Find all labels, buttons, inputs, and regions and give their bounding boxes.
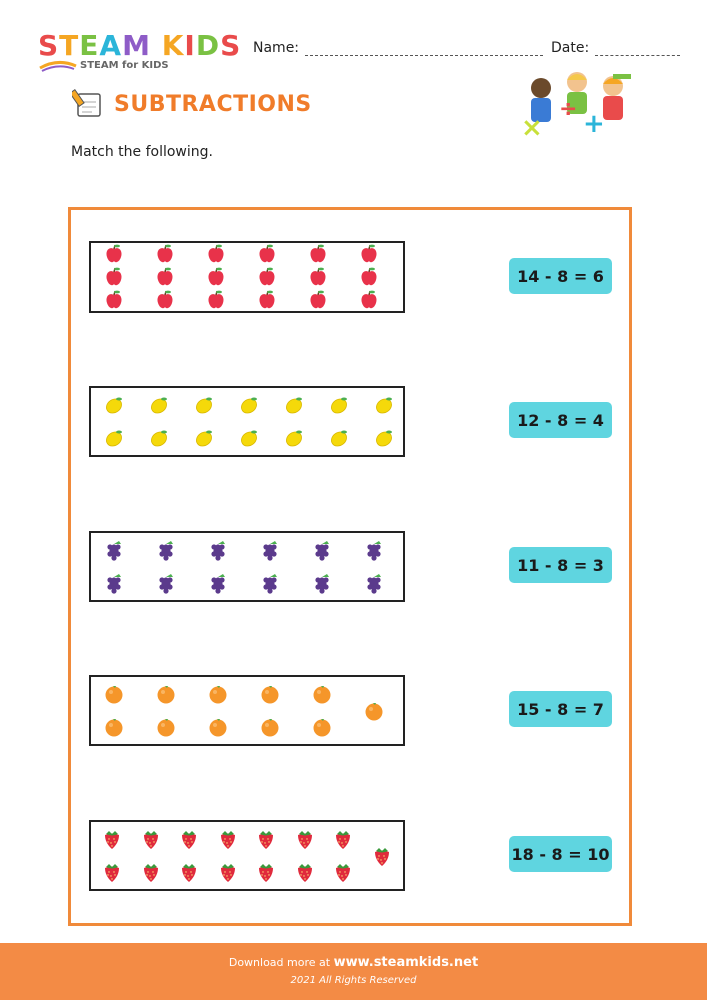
apple-icon bbox=[154, 266, 176, 288]
strawberry-icon bbox=[140, 828, 162, 850]
strawberry-icon bbox=[255, 828, 277, 850]
orange-icon bbox=[103, 716, 125, 738]
date-line[interactable] bbox=[595, 43, 680, 56]
equation-card[interactable]: 12 - 8 = 4 bbox=[509, 402, 612, 438]
apple-icon bbox=[307, 243, 329, 265]
equation-card[interactable]: 18 - 8 = 10 bbox=[509, 836, 612, 872]
lemon-icon bbox=[328, 427, 350, 449]
orange-icon bbox=[103, 683, 125, 705]
grapes-icon bbox=[363, 572, 385, 594]
grapes-icon bbox=[103, 572, 125, 594]
apple-icon bbox=[205, 243, 227, 265]
strawberry-icon bbox=[217, 861, 239, 883]
lemon-icon bbox=[103, 394, 125, 416]
grapes-icon bbox=[103, 539, 125, 561]
kids-math-illustration bbox=[515, 70, 640, 150]
equation-card[interactable]: 14 - 8 = 6 bbox=[509, 258, 612, 294]
grapes-icon bbox=[311, 539, 333, 561]
strawberry-icon bbox=[178, 828, 200, 850]
footer-download-text: Download more at bbox=[228, 956, 331, 969]
orange-icon bbox=[259, 716, 281, 738]
footer-site-link[interactable]: www.steamkids.net bbox=[333, 955, 479, 970]
fruit-group-oranges[interactable] bbox=[89, 675, 405, 746]
footer-bar bbox=[0, 943, 707, 1000]
apple-icon bbox=[205, 266, 227, 288]
lemon-icon bbox=[193, 427, 215, 449]
page-title: SUBTRACTIONS bbox=[114, 91, 312, 117]
strawberry-icon bbox=[371, 845, 393, 867]
strawberry-icon bbox=[332, 828, 354, 850]
strawberry-icon bbox=[255, 861, 277, 883]
date-field[interactable] bbox=[551, 40, 680, 56]
svg-text:÷: ÷ bbox=[559, 97, 578, 122]
grapes-icon bbox=[207, 572, 229, 594]
grapes-icon bbox=[207, 539, 229, 561]
apple-icon bbox=[256, 266, 278, 288]
footer-download bbox=[0, 955, 707, 970]
orange-icon bbox=[155, 683, 177, 705]
equation-card[interactable]: 15 - 8 = 7 bbox=[509, 691, 612, 727]
logo-letter: D bbox=[195, 29, 221, 62]
logo-letter: A bbox=[99, 29, 123, 62]
lemon-icon bbox=[238, 427, 260, 449]
apple-icon bbox=[103, 243, 125, 265]
apple-icon bbox=[103, 289, 125, 311]
logo-letter: I bbox=[184, 29, 196, 62]
orange-icon bbox=[259, 683, 281, 705]
logo-letter: E bbox=[79, 29, 100, 62]
strawberry-icon bbox=[332, 861, 354, 883]
grapes-icon bbox=[259, 539, 281, 561]
orange-icon bbox=[311, 683, 333, 705]
apple-icon bbox=[256, 243, 278, 265]
lemon-icon bbox=[283, 427, 305, 449]
svg-text:×: × bbox=[521, 113, 543, 143]
grapes-icon bbox=[259, 572, 281, 594]
strawberry-icon bbox=[294, 828, 316, 850]
footer-copyright: 2021 All Rights Reserved bbox=[290, 975, 417, 986]
apple-icon bbox=[154, 243, 176, 265]
grapes-icon bbox=[155, 539, 177, 561]
strawberry-icon bbox=[140, 861, 162, 883]
strawberry-icon bbox=[178, 861, 200, 883]
logo-text bbox=[38, 30, 241, 62]
logo-swoosh-icon bbox=[38, 60, 78, 72]
instruction-text: Match the following. bbox=[71, 144, 213, 160]
grapes-icon bbox=[155, 572, 177, 594]
lemon-icon bbox=[193, 394, 215, 416]
strawberry-icon bbox=[217, 828, 239, 850]
equation-card[interactable]: 11 - 8 = 3 bbox=[509, 547, 612, 583]
orange-icon bbox=[363, 700, 385, 722]
pencil-paper-icon bbox=[72, 88, 104, 120]
name-field[interactable] bbox=[253, 40, 543, 56]
apple-icon bbox=[205, 289, 227, 311]
strawberry-icon bbox=[101, 828, 123, 850]
apple-icon bbox=[103, 266, 125, 288]
orange-icon bbox=[155, 716, 177, 738]
name-line[interactable] bbox=[305, 43, 543, 56]
logo-tagline: STEAM for KIDS bbox=[80, 60, 169, 71]
lemon-icon bbox=[373, 427, 395, 449]
svg-text:+: + bbox=[583, 109, 605, 139]
fruit-group-lemons[interactable] bbox=[89, 386, 405, 457]
apple-icon bbox=[358, 266, 380, 288]
lemon-icon bbox=[238, 394, 260, 416]
logo-letter: S bbox=[220, 29, 242, 62]
lemon-icon bbox=[148, 427, 170, 449]
apple-icon bbox=[307, 266, 329, 288]
lemon-icon bbox=[283, 394, 305, 416]
apple-icon bbox=[256, 289, 278, 311]
orange-icon bbox=[207, 683, 229, 705]
grapes-icon bbox=[311, 572, 333, 594]
strawberry-icon bbox=[294, 861, 316, 883]
date-label: Date: bbox=[551, 40, 590, 56]
fruit-group-strawberries[interactable] bbox=[89, 820, 405, 891]
apple-icon bbox=[358, 289, 380, 311]
logo-letter: M bbox=[122, 29, 151, 62]
logo-letter bbox=[151, 30, 162, 62]
lemon-icon bbox=[103, 427, 125, 449]
strawberry-icon bbox=[101, 861, 123, 883]
orange-icon bbox=[311, 716, 333, 738]
logo-letter: S bbox=[38, 29, 60, 62]
fruit-group-apples[interactable] bbox=[89, 241, 405, 313]
worksheet-title-block bbox=[72, 88, 312, 120]
apple-icon bbox=[154, 289, 176, 311]
grapes-icon bbox=[363, 539, 385, 561]
name-label: Name: bbox=[253, 40, 300, 56]
logo-letter: T bbox=[59, 29, 80, 62]
logo-letter: K bbox=[161, 29, 185, 62]
lemon-icon bbox=[373, 394, 395, 416]
apple-icon bbox=[358, 243, 380, 265]
orange-icon bbox=[207, 716, 229, 738]
lemon-icon bbox=[328, 394, 350, 416]
lemon-icon bbox=[148, 394, 170, 416]
apple-icon bbox=[307, 289, 329, 311]
fruit-group-grapes[interactable] bbox=[89, 531, 405, 602]
